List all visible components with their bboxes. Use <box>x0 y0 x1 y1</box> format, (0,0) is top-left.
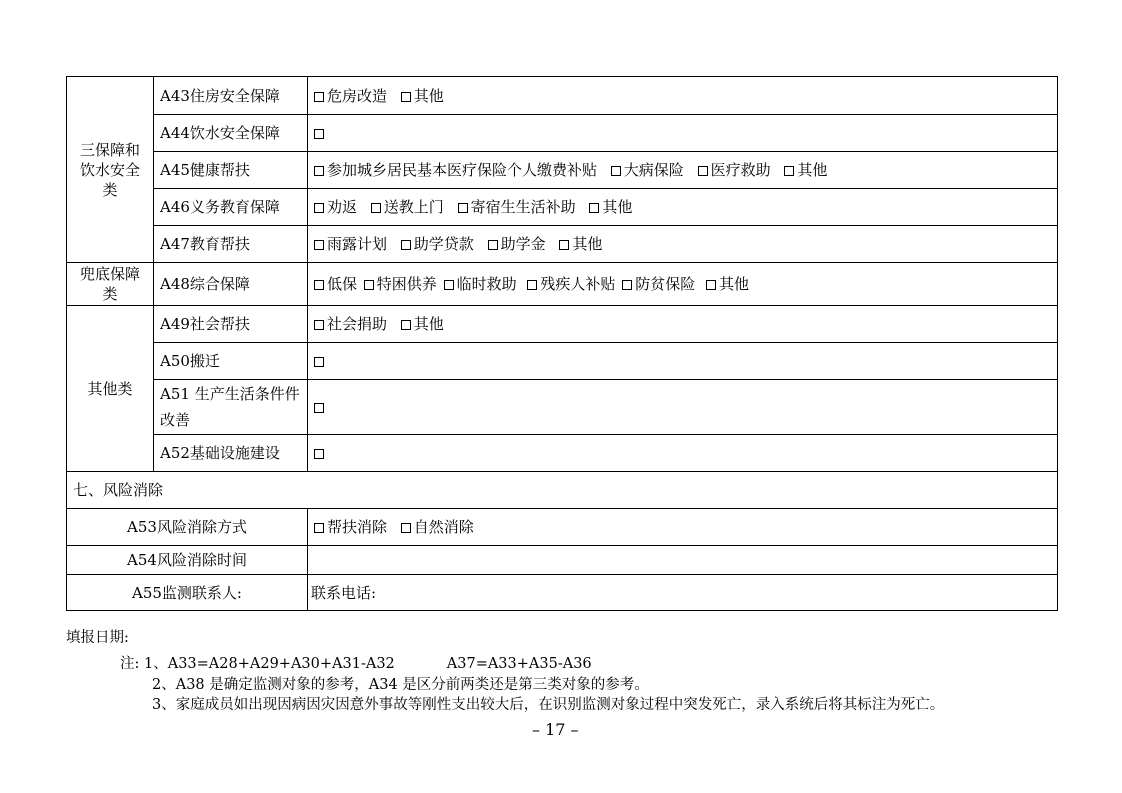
fill-date-label: 填报日期: <box>66 630 129 646</box>
item-label-line: 改善 <box>160 411 191 429</box>
checkbox-option[interactable]: 劝返 <box>314 198 357 216</box>
checkbox-icon[interactable] <box>314 449 324 459</box>
checkbox-option[interactable]: 送教上门 <box>371 198 444 216</box>
checkbox-icon[interactable] <box>314 403 324 413</box>
checkbox-option[interactable]: 雨露计划 <box>314 235 387 253</box>
checkbox-option[interactable]: 其他 <box>559 235 602 253</box>
checkbox-icon[interactable] <box>559 240 569 250</box>
checkbox-icon[interactable] <box>784 166 794 176</box>
category-cell: 其他类 <box>67 306 154 472</box>
checkbox-icon[interactable] <box>314 92 324 102</box>
table-row <box>67 435 1058 472</box>
checkbox-icon[interactable] <box>314 357 324 367</box>
options-cell <box>308 77 1058 115</box>
checkbox-icon[interactable] <box>401 240 411 250</box>
checkbox-option[interactable]: 防贫保险 <box>622 275 695 293</box>
checkbox-icon[interactable] <box>314 523 324 533</box>
checkbox-icon[interactable] <box>314 129 324 139</box>
checkbox-option[interactable]: 助学金 <box>488 235 546 253</box>
table-row <box>67 546 1058 575</box>
checkbox-option[interactable]: 其他 <box>589 198 632 216</box>
checkbox-icon[interactable] <box>314 280 324 290</box>
checkbox-icon[interactable] <box>611 166 621 176</box>
options-cell <box>308 380 1058 435</box>
checkbox-option[interactable]: 特困供养 <box>364 275 437 293</box>
value-cell[interactable] <box>308 546 1058 575</box>
note-prefix: 注: 1、 <box>120 656 168 672</box>
item-label: A46义务教育保障 <box>154 189 308 226</box>
category-line: 饮水安全 <box>79 160 140 179</box>
item-label: A48综合保障 <box>154 263 308 306</box>
table-row <box>67 343 1058 380</box>
checkbox-option[interactable]: 残疾人补贴 <box>527 275 615 293</box>
checkbox-option[interactable]: 其他 <box>401 315 444 333</box>
checkbox-option[interactable]: 大病保险 <box>611 161 684 179</box>
checkbox-option[interactable]: 危房改造 <box>314 87 387 105</box>
table-row <box>67 263 1058 306</box>
checkbox-icon[interactable] <box>401 92 411 102</box>
item-label <box>154 380 308 435</box>
category-line: 类 <box>102 180 118 199</box>
table-row <box>67 77 1058 115</box>
options-cell <box>308 189 1058 226</box>
options-cell <box>308 306 1058 343</box>
section-title: 七、风险消除 <box>67 472 1058 509</box>
item-label-line: A51 生产生活条件件 <box>160 385 300 403</box>
options-cell <box>308 509 1058 546</box>
checkbox-icon[interactable] <box>364 280 374 290</box>
checkbox-icon[interactable] <box>401 320 411 330</box>
checkbox-option[interactable]: 帮扶消除 <box>314 518 387 536</box>
checkbox-option[interactable]: 其他 <box>706 275 749 293</box>
item-label: A44饮水安全保障 <box>154 115 308 152</box>
checkbox-icon[interactable] <box>444 280 454 290</box>
value-cell[interactable]: 联系电话: <box>308 575 1058 611</box>
table-row <box>67 189 1058 226</box>
note-line: 2、A38 是确定监测对象的参考，A34 是区分前两类还是第三类对象的参考。 <box>152 677 649 693</box>
category-cell <box>67 77 154 263</box>
page-number: – 17 – <box>532 720 579 739</box>
table-row <box>67 115 1058 152</box>
item-label: A52基础设施建设 <box>154 435 308 472</box>
item-label: A45健康帮扶 <box>154 152 308 189</box>
item-label: A47教育帮扶 <box>154 226 308 263</box>
options-cell <box>308 263 1058 306</box>
note-equation: A33=A28+A29+A30+A31-A32 <box>167 656 395 672</box>
checkbox-option[interactable]: 社会捐助 <box>314 315 387 333</box>
checkbox-icon[interactable] <box>706 280 716 290</box>
checkbox-icon[interactable] <box>589 203 599 213</box>
checkbox-icon[interactable] <box>314 320 324 330</box>
checkbox-icon[interactable] <box>314 240 324 250</box>
note-line: 3、家庭成员如出现因病因灾因意外事故等刚性支出较大后，在识别监测对象过程中突发死亡，录入系统后将其标注为死亡。 <box>152 697 945 713</box>
checkbox-icon[interactable] <box>458 203 468 213</box>
checkbox-option[interactable]: 临时救助 <box>444 275 517 293</box>
checkbox-icon[interactable] <box>314 203 324 213</box>
category-cell: 兜底保障类 <box>67 263 154 306</box>
checkbox-option[interactable]: 低保 <box>314 275 357 293</box>
table-row <box>67 509 1058 546</box>
options-cell <box>308 152 1058 189</box>
options-cell <box>308 226 1058 263</box>
table-row <box>67 472 1058 509</box>
checkbox-option[interactable]: 自然消除 <box>401 518 474 536</box>
checkbox-icon[interactable] <box>698 166 708 176</box>
table-row <box>67 380 1058 435</box>
note-line <box>120 652 592 673</box>
table-row <box>67 152 1058 189</box>
checkbox-option[interactable]: 医疗救助 <box>698 161 771 179</box>
checkbox-icon[interactable] <box>401 523 411 533</box>
field-label: A55监测联系人: <box>67 575 308 611</box>
checkbox-icon[interactable] <box>488 240 498 250</box>
table-row <box>67 226 1058 263</box>
options-cell <box>308 435 1058 472</box>
checkbox-option[interactable]: 其他 <box>401 87 444 105</box>
table-row <box>67 306 1058 343</box>
options-cell <box>308 115 1058 152</box>
item-label: A50搬迁 <box>154 343 308 380</box>
checkbox-option[interactable]: 参加城乡居民基本医疗保险个人缴费补贴 <box>314 161 597 179</box>
checkbox-option[interactable]: 其他 <box>784 161 827 179</box>
field-label: A53风险消除方式 <box>67 509 308 546</box>
options-cell <box>308 343 1058 380</box>
form-table <box>66 76 1058 611</box>
checkbox-option[interactable]: 寄宿生生活补助 <box>458 198 576 216</box>
field-label: A54风险消除时间 <box>67 546 308 575</box>
checkbox-icon[interactable] <box>622 280 632 290</box>
table-row <box>67 575 1058 611</box>
checkbox-icon[interactable] <box>527 280 537 290</box>
checkbox-icon[interactable] <box>314 166 324 176</box>
note-equation: A37=A33+A35-A36 <box>446 656 592 672</box>
item-label: A43住房安全保障 <box>154 77 308 115</box>
category-line: 三保障和 <box>79 140 140 159</box>
checkbox-option[interactable]: 助学贷款 <box>401 235 474 253</box>
item-label: A49社会帮扶 <box>154 306 308 343</box>
checkbox-icon[interactable] <box>371 203 381 213</box>
